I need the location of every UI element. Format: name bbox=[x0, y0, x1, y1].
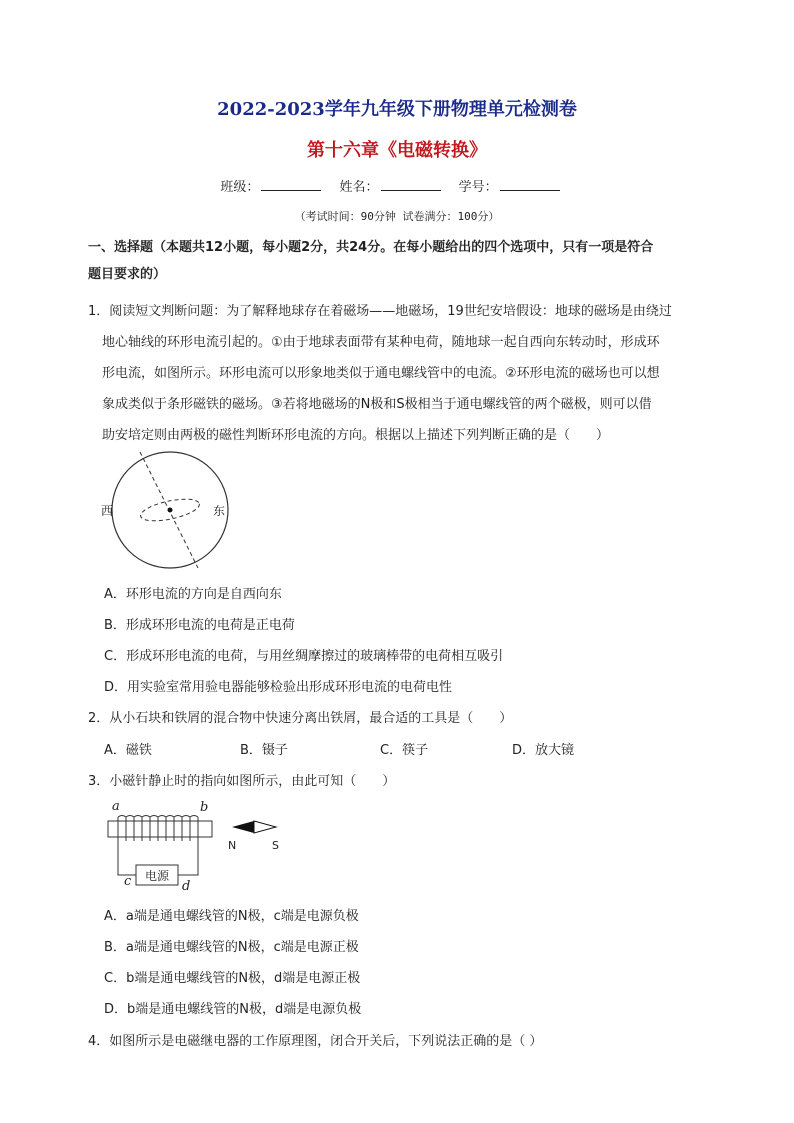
id-blank bbox=[500, 178, 560, 191]
needle-s-end bbox=[254, 821, 276, 833]
label-a: a bbox=[112, 799, 120, 814]
question-3-stem: 3．小磁针静止时的指向如图所示，由此可知（ ） bbox=[88, 774, 396, 789]
label-b: b bbox=[200, 800, 209, 815]
chapter-title: 第十六章《电磁转换》 bbox=[307, 140, 487, 161]
q1-option-a[interactable]: A．环形电流的方向是自西向东 bbox=[104, 587, 282, 602]
id-label: 学号： bbox=[458, 180, 498, 195]
q1-line: 阅读短文判断问题：为了解释地球存在着磁场——地磁场，19世纪安培假设：地球的磁场是由绕过 bbox=[109, 304, 672, 319]
section-heading-line1: 一、选择题（本题共12小题，每小题2分，共24分。在每小题给出的四个选项中，只有一项是符合 bbox=[88, 240, 654, 255]
name-blank bbox=[381, 178, 441, 191]
q1-option-d[interactable]: D．用实验室常用验电器能够检验出形成环形电流的电荷电性 bbox=[104, 680, 453, 695]
class-label: 班级： bbox=[220, 180, 260, 195]
q3-option-c[interactable]: C．b端是通电螺线管的N极，d端是电源正极 bbox=[104, 971, 361, 986]
q3-option-a[interactable]: A．a端是通电螺线管的N极，c端是电源负极 bbox=[104, 909, 359, 924]
solenoid-core bbox=[108, 821, 212, 837]
q1-line: 象成类似于条形磁铁的磁场。③若将地磁场的N极和S极相当于通电螺线管的两个磁极，则可以借 bbox=[102, 397, 652, 412]
exam-info: （考试时间：90分钟 试卷满分：100分） bbox=[294, 210, 500, 223]
q2-option-a[interactable]: A．磁铁 bbox=[104, 743, 152, 758]
q2-option-b[interactable]: B．镊子 bbox=[240, 743, 288, 758]
q3-option-d[interactable]: D．b端是通电螺线管的N极，d端是电源负极 bbox=[104, 1002, 362, 1017]
solenoid-circuit-figure bbox=[100, 797, 300, 895]
earth-ring-current-figure bbox=[98, 448, 238, 572]
label-d: d bbox=[182, 879, 191, 894]
earth-center bbox=[168, 508, 173, 513]
needle-n-end bbox=[232, 821, 254, 833]
exam-title: 2022-2023学年九年级下册物理单元检测卷 bbox=[217, 99, 577, 120]
power-source-label: 电源 bbox=[144, 869, 170, 883]
q1-option-c[interactable]: C．形成环形电流的电荷，与用丝绸摩擦过的玻璃棒带的电荷相互吸引 bbox=[104, 649, 504, 664]
q1-line: 地心轴线的环形电流引起的。①由于地球表面带有某种电荷，随地球一起自西向东转动时，形成环 bbox=[102, 335, 660, 350]
student-info-row bbox=[0, 176, 794, 195]
wire-right bbox=[178, 841, 198, 875]
east-label: 东 bbox=[213, 504, 226, 518]
q3-option-b[interactable]: B．a端是通电螺线管的N极，c端是电源正极 bbox=[104, 940, 359, 955]
section-heading-line2: 题目要求的） bbox=[88, 267, 167, 282]
question-2-stem: 2．从小石块和铁屑的混合物中快速分离出铁屑，最合适的工具是（ ） bbox=[88, 711, 513, 726]
question-4-stem: 4．如图所示是电磁继电器的工作原理图，闭合开关后，下列说法正确的是（ ） bbox=[88, 1034, 543, 1049]
west-label: 西 bbox=[101, 504, 114, 518]
q1-line: 助安培定则由两极的磁性判断环形电流的方向。根据以上描述下列判断正确的是（ ） bbox=[102, 428, 610, 443]
q1-line: 形电流，如图所示。环形电流可以形象地类似于通电螺线管中的电流。②环形电流的磁场也可以想 bbox=[102, 366, 660, 381]
needle-n-label: N bbox=[228, 839, 237, 852]
needle-s-label: S bbox=[272, 839, 279, 852]
q2-option-d[interactable]: D．放大镜 bbox=[512, 743, 575, 758]
name-label: 姓名： bbox=[339, 180, 379, 195]
q1-number: 1． bbox=[88, 304, 110, 319]
question-1 bbox=[88, 296, 718, 451]
wire-left bbox=[118, 841, 136, 875]
section-heading bbox=[88, 234, 718, 288]
class-blank bbox=[261, 178, 321, 191]
q1-option-b[interactable]: B．形成环形电流的电荷是正电荷 bbox=[104, 618, 295, 633]
label-c: c bbox=[124, 874, 132, 889]
q2-option-c[interactable]: C．筷子 bbox=[380, 743, 429, 758]
